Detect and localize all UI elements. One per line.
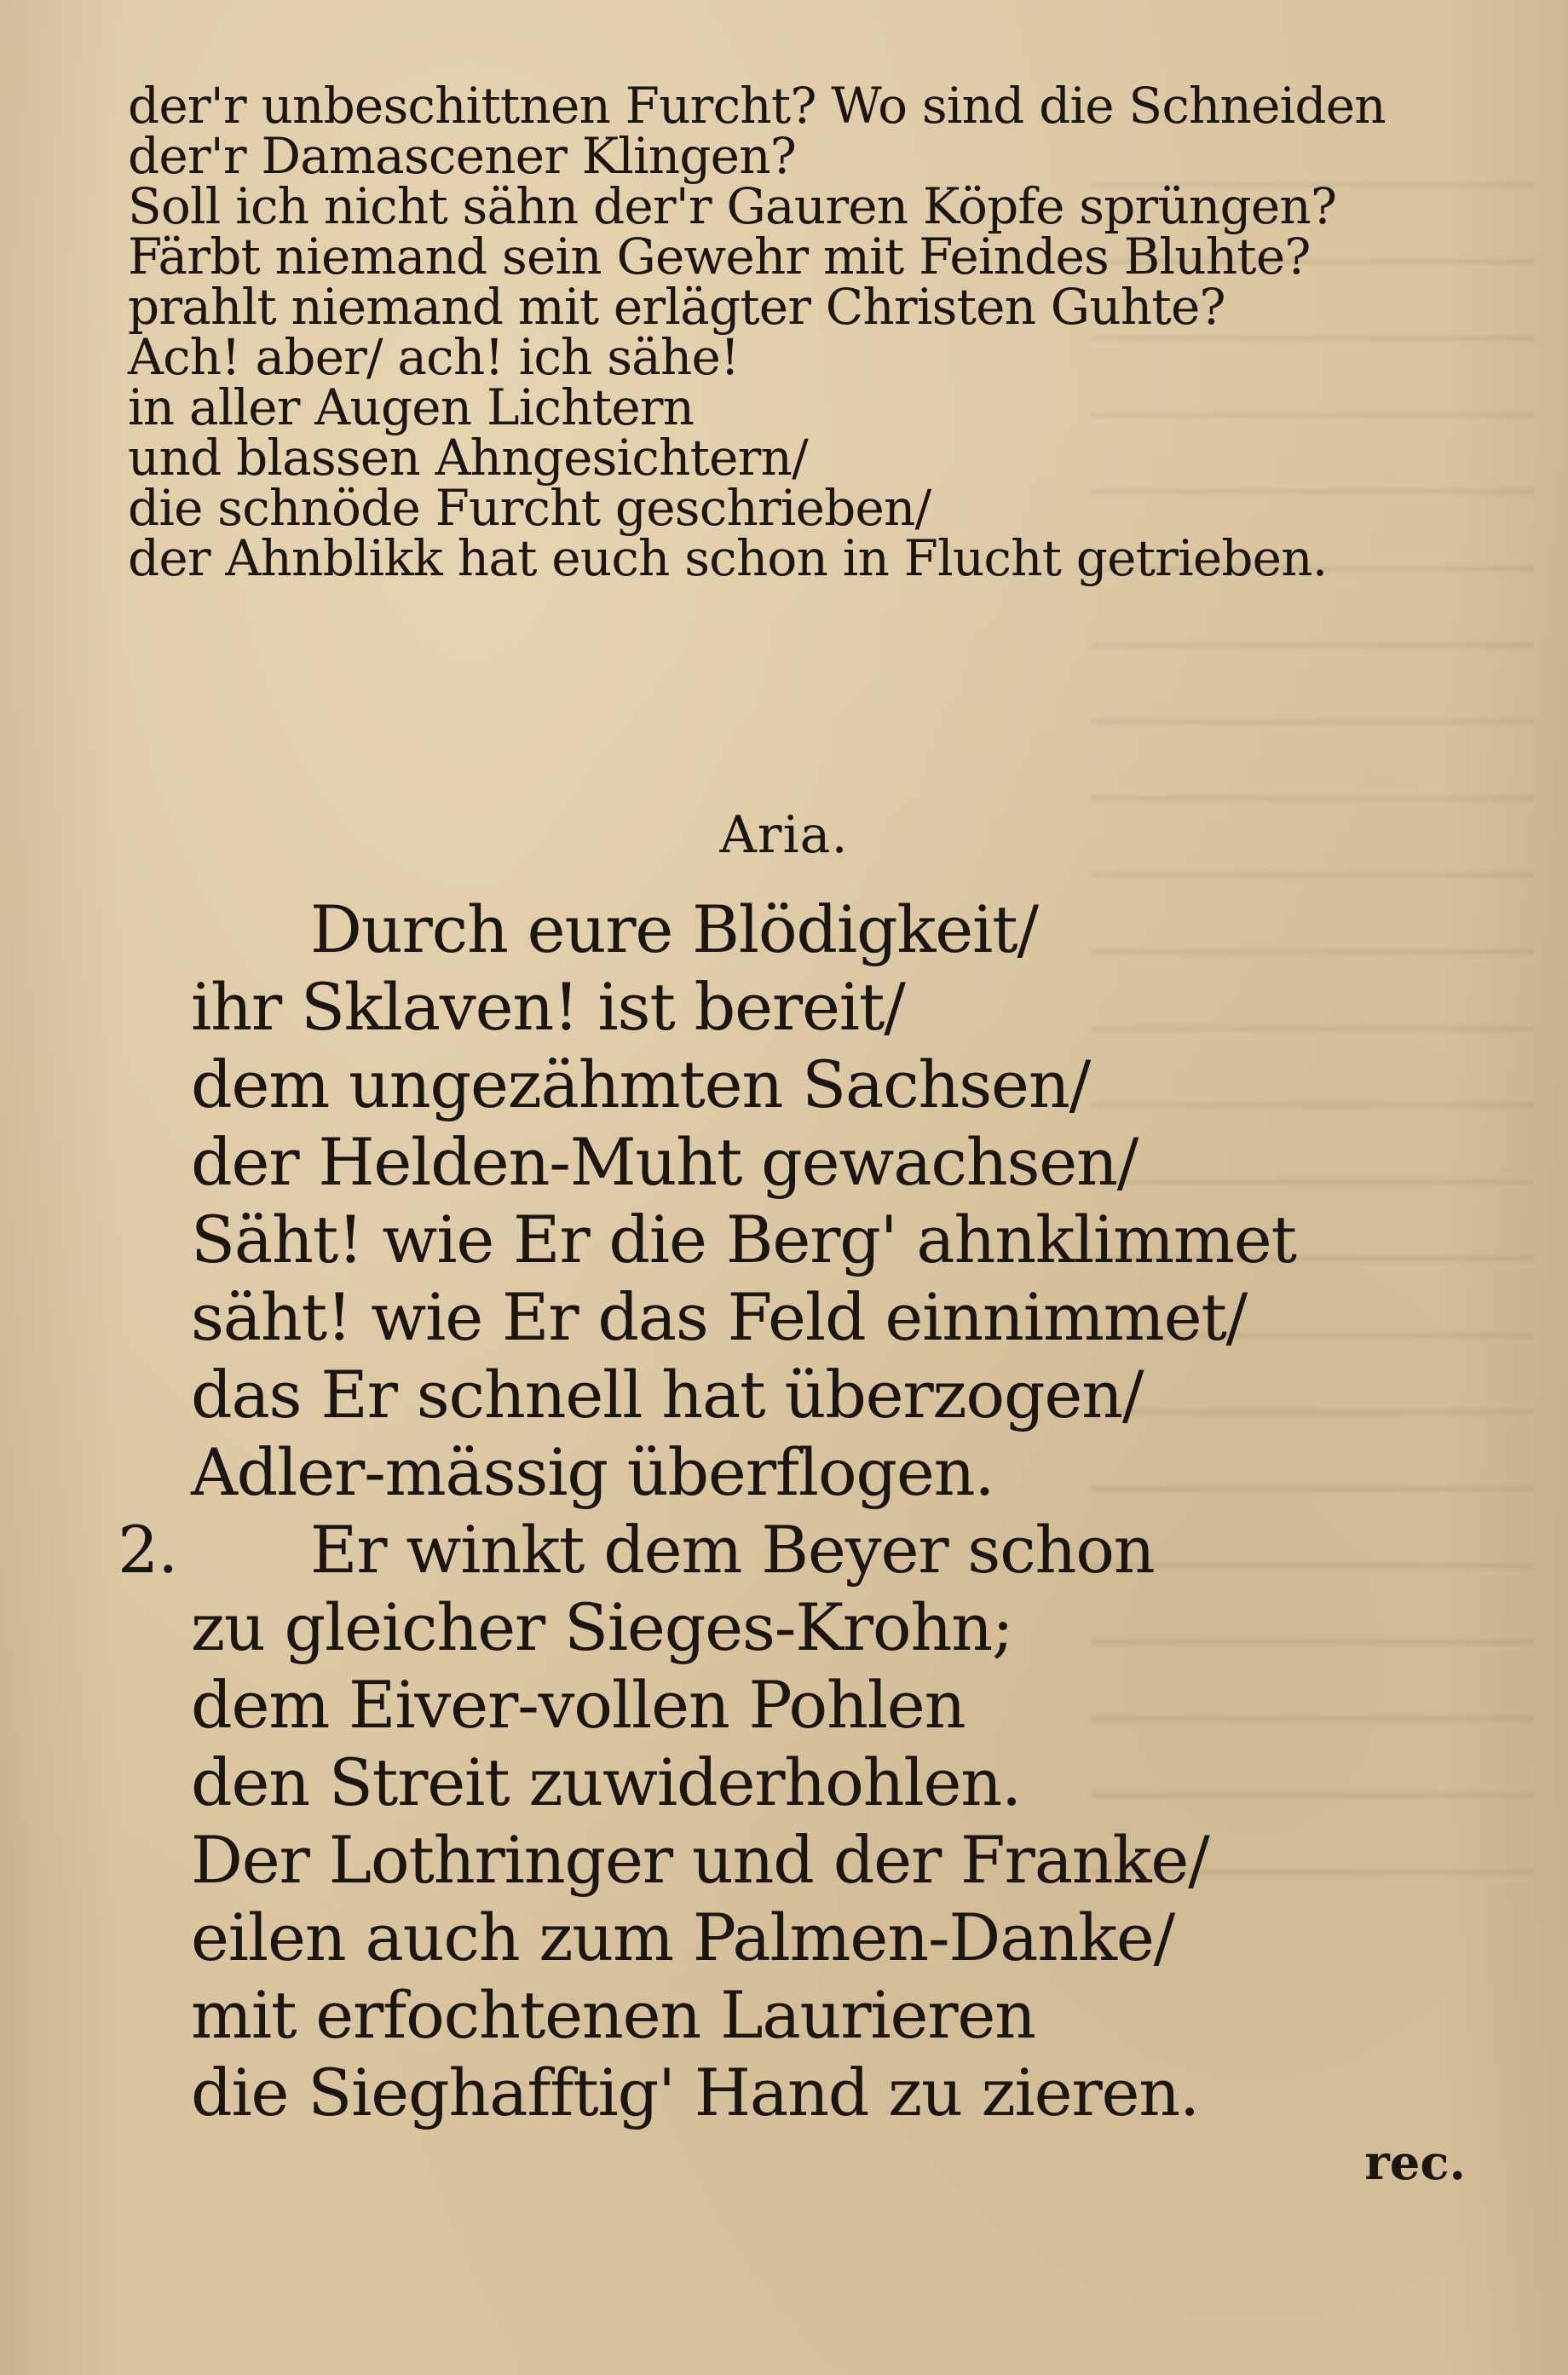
aria-line: eilen auch zum Palmen-Danke/ — [191, 1899, 1175, 1975]
aria-line: das Er schnell hat überzogen/ — [191, 1357, 1144, 1432]
aria-line: dem Eiver-vollen Pohlen — [191, 1667, 966, 1743]
recitative-block — [128, 77, 1386, 587]
aria-line-text: Er winkt dem Beyer schon — [310, 1512, 1155, 1588]
aria-line: den Streit zuwiderhohlen. — [191, 1744, 1021, 1820]
aria-line: die Sieghafftig' Hand zu zieren. — [191, 2055, 1199, 2130]
recitative-line: Soll ich nicht sähn der'r Gauren Köpfe sprüngen? — [128, 177, 1337, 235]
aria-line: der Helden-Muht gewachsen/ — [191, 1124, 1139, 1200]
verse-number: 2. — [118, 1512, 178, 1588]
recitative-line: und blassen Ahngesichtern/ — [128, 429, 808, 487]
recitative-line: der'r Damascener Klingen? — [128, 127, 797, 185]
aria-line: säht! wie Er das Feld einnimmet/ — [191, 1279, 1248, 1355]
aria-line: Durch eure Blödigkeit/ — [310, 891, 1038, 967]
aria-line: mit erfochtenen Laurieren — [191, 1977, 1035, 2053]
aria-line: Säht! wie Er die Berg' ahnklimmet — [191, 1202, 1296, 1277]
aria-block — [118, 891, 1296, 2131]
aria-line-verse2-start — [118, 1511, 1296, 1588]
recitative-line: prahlt niemand mit erlägter Christen Guhte? — [128, 278, 1225, 336]
recitative-line: der Ahnblikk hat euch schon in Flucht getrieben. — [128, 529, 1328, 587]
recitative-line: in aller Augen Lichtern — [128, 378, 695, 436]
aria-heading: Aria. — [719, 805, 849, 865]
aria-line: zu gleicher Sieges-Krohn; — [191, 1589, 1013, 1665]
recitative-line: Färbt niemand sein Gewehr mit Feindes Bluhte? — [128, 228, 1311, 285]
recitative-line: die schnöde Furcht geschrieben/ — [128, 479, 931, 537]
recitative-line: der'r unbeschittnen Furcht? Wo sind die Schneiden — [128, 77, 1386, 135]
recitative-line: Ach! aber/ ach! ich sähe! — [128, 328, 740, 386]
aria-line: ihr Sklaven! ist bereit/ — [191, 969, 905, 1045]
aria-line: dem ungezähmten Sachsen/ — [191, 1046, 1090, 1122]
aria-line: Adler-mässig überflogen. — [191, 1434, 994, 1510]
aria-line: Der Lothringer und der Franke/ — [191, 1822, 1209, 1898]
catchword: rec. — [1364, 2135, 1466, 2191]
